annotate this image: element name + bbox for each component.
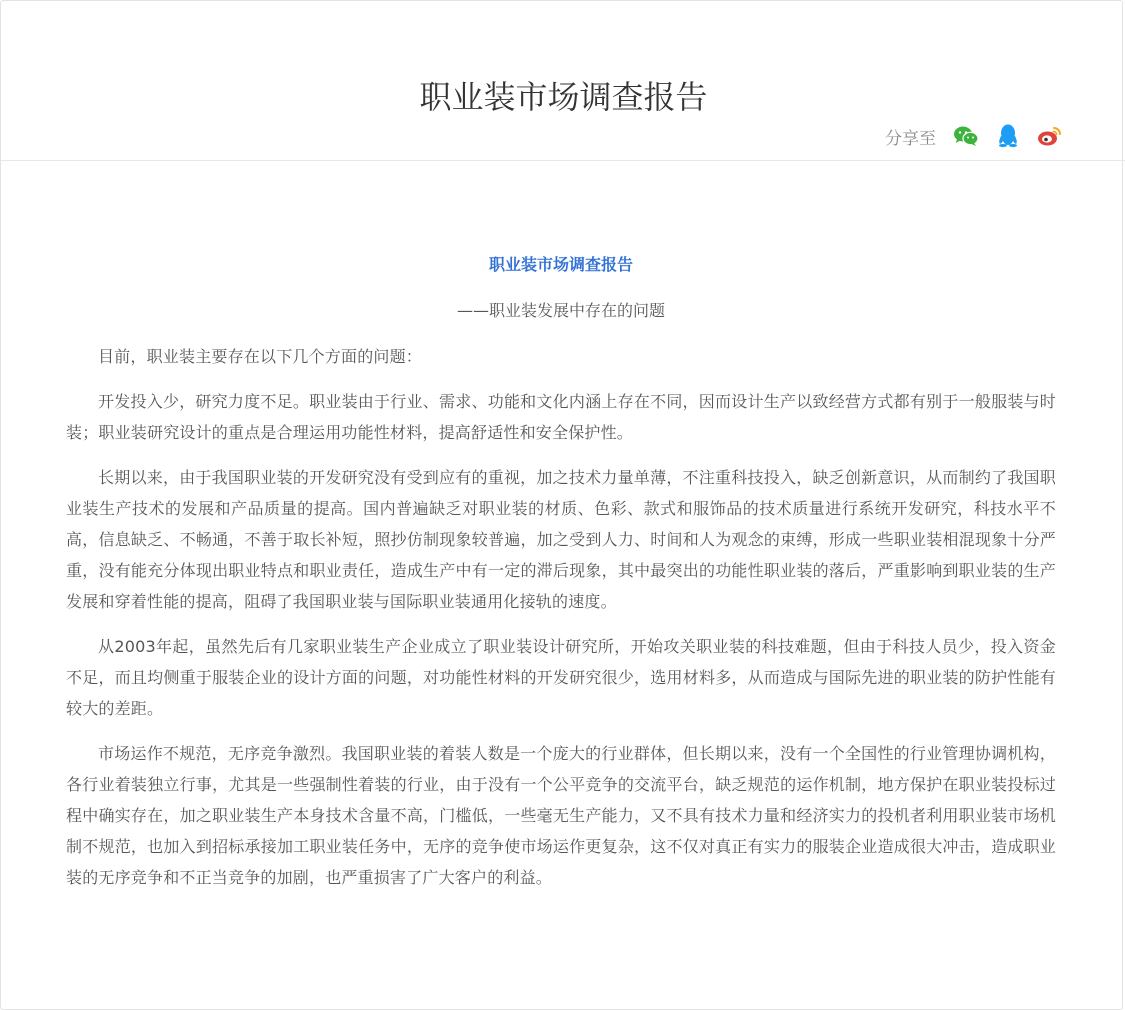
paragraph: 从2003年起，虽然先后有几家职业装生产企业成立了职业装设计研究所，开始攻关职业装的科技难题，但由于科技人员少，投入资金不足，而且均侧重于服装企业的设计方面的问题，对功能性材料的开发研究很少，选用材料多，从而造成与国际先进的职业装的防护性能有较大的差距。 — [66, 637, 1056, 718]
page-header — [1, 1, 1125, 161]
paragraph: 开发投入少，研究力度不足。职业装由于行业、需求、功能和文化内涵上存在不同，因而设计生产以致经营方式都有别于一般服装与时装；职业装研究设计的重点是合理运用功能性材料，提高舒适性和安全保护性。 — [66, 392, 1056, 442]
wechat-icon[interactable] — [952, 122, 980, 150]
article-title: 职业装市场调查报告 — [488, 255, 633, 274]
qq-icon[interactable] — [994, 122, 1022, 150]
paragraph: 目前，职业装主要存在以下几个方面的问题： — [98, 347, 423, 366]
article-subtitle: ——职业装发展中存在的问题 — [456, 301, 665, 320]
share-label: 分享至 — [885, 128, 936, 149]
paragraph: 市场运作不规范，无序竞争激烈。我国职业装的着装人数是一个庞大的行业群体，但长期以来，没有一个全国性的行业管理协调机构，各行业着装独立行事，尤其是一些强制性着装的行业，由于没有一个公平竞争的交流平台，缺乏规范的运作机制，地方保护在职业装投标过程中确实存在，加之职业装生产本身技术含量不高，门槛低，一些毫无生产能力，又不具有技术力量和经济实力的投机者利用职业装市场机制不规范，也加入到招标承接加工职业装任务中，无序的竞争使市场运作更复杂，这不仅对真正有实力的服装企业造成很大冲击，造成职业装的无序竞争和不正当竞争的加剧，也严重损害了广大客户的利益。 — [66, 744, 1056, 887]
share-bar — [885, 119, 1064, 153]
page-title: 职业装市场调查报告 — [419, 78, 708, 117]
weibo-icon[interactable] — [1036, 122, 1064, 150]
article-body — [66, 249, 1056, 907]
paragraph: 长期以来，由于我国职业装的开发研究没有受到应有的重视，加之技术力量单薄，不注重科技投入，缺乏创新意识，从而制约了我国职业装生产技术的发展和产品质量的提高。国内普遍缺乏对职业装的材质、色彩、款式和服饰品的技术质量进行系统开发研究，科技水平不高，信息缺乏、不畅通，不善于取长补短，照抄仿制现象较普遍，加之受到人力、时间和人为观念的束缚，形成一些职业装相混现象十分严重，没有能充分体现出职业特点和职业责任，造成生产中有一定的滞后现象，其中最突出的功能性职业装的落后，严重影响到职业装的生产发展和穿着性能的提高，阻碍了我国职业装与国际职业装通用化接轨的速度。 — [66, 468, 1056, 611]
